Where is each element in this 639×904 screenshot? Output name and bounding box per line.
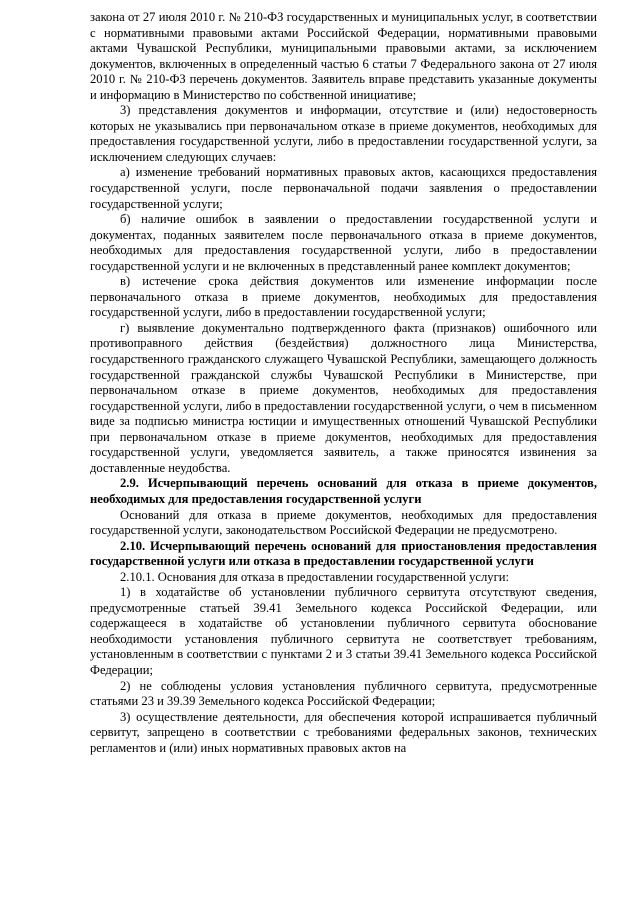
paragraph-2-10-1: 2.10.1. Основания для отказа в предоставлении государственной услуги: — [120, 569, 509, 584]
paragraph-item-g: г) выявление документально подтвержденного факта (признаков) ошибочного или противоправного действия (бездействия) должностного лица Министерства, государственного гражданского служащего Чувашской Республики, замещающего должность государственной гражданской службы Чувашской Республики в Министерстве, при первоначальном отказе в приеме документов, необходимых для предоставления государственной услуги, либо в предоставлении государственной услуги, о чем в письменном виде за подписью министра юстиции и имущественных отношений Чувашской Республики при первоначальном отказе в приеме документов, необходимых для предоставления государственной услуги, уведомляется заявитель, а также приносятся извинения за доставленные неудобства. — [90, 320, 597, 475]
section-heading-2-9: 2.9. Исчерпывающий перечень оснований для отказа в приеме документов, необходимых для предоставления государственной услуги — [90, 476, 597, 506]
paragraph-item-b: б) наличие ошибок в заявлении о предоставлении государственной услуги и документах, поданных заявителем после первоначального отказа в приеме документов, необходимых для предоставления государственной услуги, либо в предоставлении государственной услуги и не включенных в представленный ранее комплект документов; — [90, 212, 597, 273]
paragraph-refusal-1: 1) в ходатайстве об установлении публичного сервитута отсутствуют сведения, предусмотренные статьей 39.41 Земельного кодекса Российской Федерации, или содержащееся в ходатайстве об установлении публичного сервитута обоснование необходимости установления публичного сервитута не соответствует требованиям, установленным в соответствии с пунктами 2 и 3 статьи 39.41 Земельного кодекса Российской Федерации; — [90, 585, 597, 677]
document-page — [90, 10, 597, 756]
paragraph-item-a: а) изменение требований нормативных правовых актов, касающихся предоставления государственной услуги, после первоначальной подачи заявления о предоставлении государственной услуги; — [90, 165, 597, 211]
paragraph-continuation-210fz: закона от 27 июля 2010 г. № 210-ФЗ государственных и муниципальных услуг, в соответствии с нормативными правовыми актами Российской Федерации, нормативными правовыми актами Чувашской Республики, муниципальными правовыми актами, за исключением документов, включенных в определенный частью 6 статьи 7 Федерального закона от 27 июля 2010 г. № 210-ФЗ перечень документов. Заявитель вправе представить указанные документы и информацию в Министерство по собственной инициативе; — [90, 10, 597, 102]
section-heading-2-10: 2.10. Исчерпывающий перечень оснований для приостановления предоставления государственной услуги или отказа в предоставлении государственной услуги — [90, 538, 597, 569]
paragraph-item-3: 3) представления документов и информации, отсутствие и (или) недостоверность которых не указывались при первоначальном отказе в приеме документов, необходимых для предоставления государственной услуги, либо в предоставлении государственной услуги, за исключением следующих случаев: — [90, 103, 597, 164]
paragraph-refusal-2: 2) не соблюдены условия установления публичного сервитута, предусмотренные статьями 23 и 39.39 Земельного кодекса Российской Федерации; — [90, 678, 597, 709]
paragraph-2-9-body: Оснований для отказа в приеме документов, необходимых для предоставления государственной услуги, законодательством Российской Федерации не предусмотрено. — [90, 507, 597, 538]
paragraph-refusal-3: 3) осуществление деятельности, для обеспечения которой испрашивается публичный сервитут, запрещено в соответствии с требованиями федеральных законов, технических регламентов и (или) иных нормативных правовых актов на — [90, 709, 597, 755]
paragraph-item-v: в) истечение срока действия документов или изменение информации после первоначального отказа в приеме документов, необходимых для предоставления государственной услуги, либо в предоставлении государственной услуги; — [90, 274, 597, 320]
